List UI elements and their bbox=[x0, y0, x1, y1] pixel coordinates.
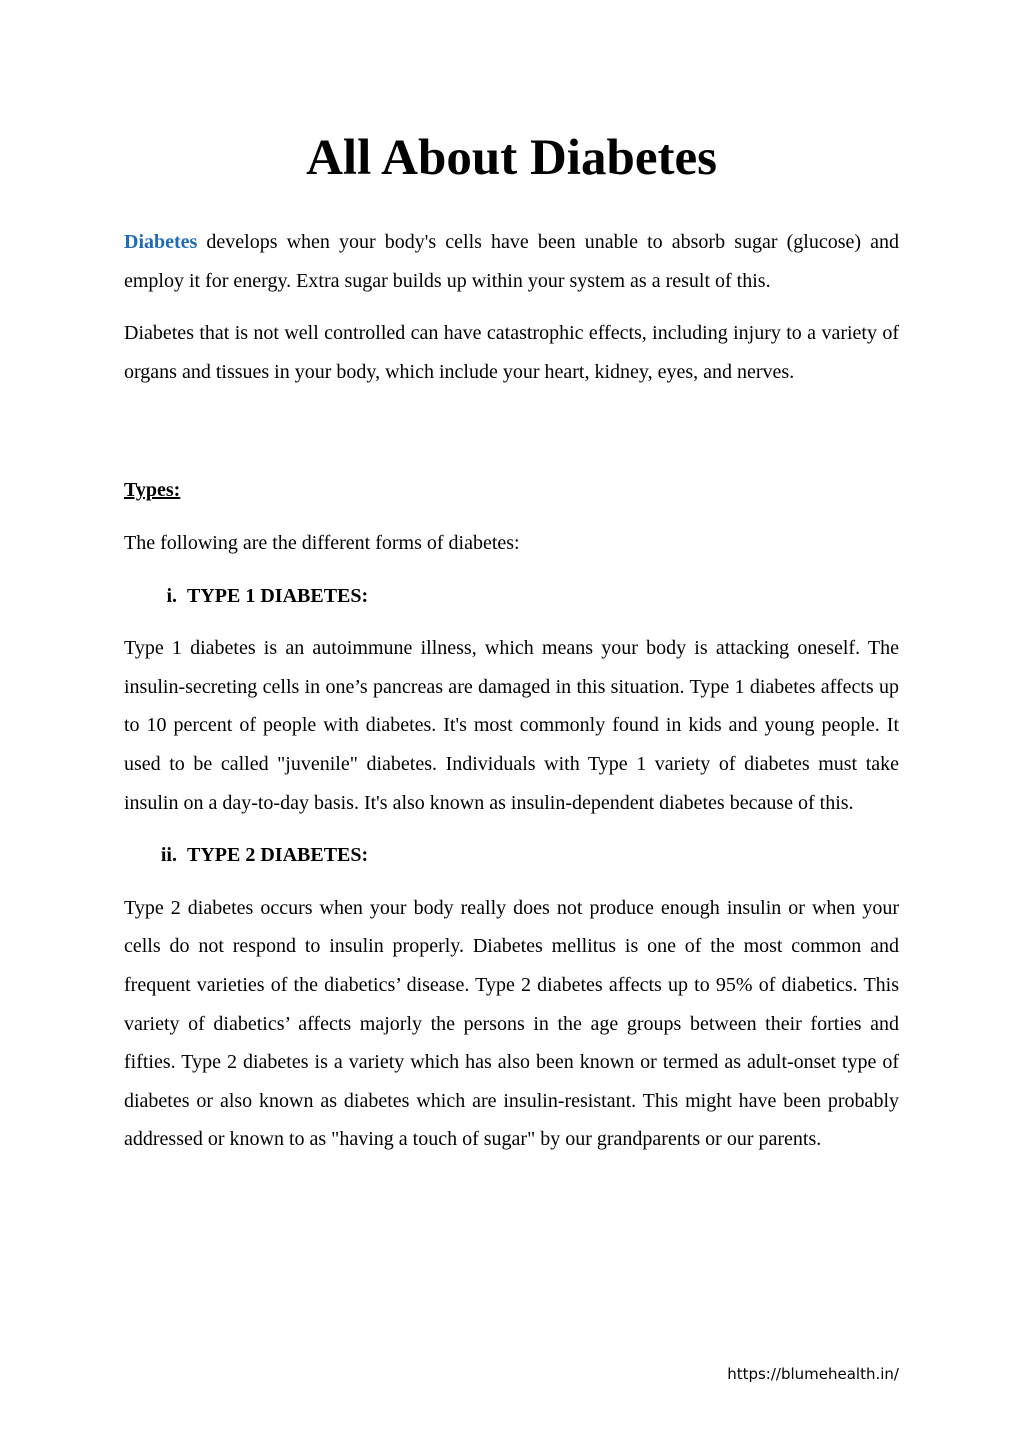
types-heading: Types: bbox=[124, 479, 181, 502]
diabetes-link[interactable]: Diabetes bbox=[124, 231, 198, 253]
type2-paragraph: Type 2 diabetes occurs when your body really does not produce enough insulin or when your cells do not respond to insulin properly. Diabetes mellitus is one of the most common and frequent varieties of the diabetics’ disease. Type 2 diabetes affects up to 95% of diabetics. This variety of diabetics’ affects majorly the persons in the age groups between their forties and fifties. Type 2 diabetes is a variety which has also been known or termed as adult-onset type of diabetes or also known as diabetes which are insulin-resistant. This might have been probably addressed or known to as "having a touch of sugar" by our grandparents or our parents. bbox=[124, 896, 899, 1151]
type1-paragraph: Type 1 diabetes is an autoimmune illness, which means your body is attacking oneself. The insulin-secreting cells in one’s pancreas are damaged in this situation. Type 1 diabetes affects up to 10 percent of people with diabetes. It's most commonly found in kids and young people. It used to be called "juvenile" diabetes. Individuals with Type 1 variety of diabetes must take insulin on a day-to-day basis. It's also known as insulin-dependent diabetes because of this. bbox=[124, 637, 899, 814]
footer-url[interactable]: https://blumehealth.in/ bbox=[727, 1365, 899, 1383]
effects-paragraph: Diabetes that is not well controlled can have catastrophic effects, including injury to a variety of organs and tissues in your body, which include your heart, kidney, eyes, and nerves. bbox=[124, 322, 899, 383]
forms-intro-paragraph: The following are the different forms of diabetes: bbox=[124, 531, 520, 554]
type2-number: ii. bbox=[160, 844, 177, 867]
type2-heading bbox=[124, 836, 899, 875]
type1-heading bbox=[124, 577, 899, 616]
type2-heading-text: TYPE 2 DIABETES: bbox=[187, 844, 369, 867]
document-body bbox=[124, 223, 899, 1159]
type1-heading-text: TYPE 1 DIABETES: bbox=[187, 584, 369, 607]
intro-text: develops when your body's cells have been unable to absorb sugar (glucose) and employ it for energy. Extra sugar builds up within your system as a result of this. bbox=[124, 231, 899, 292]
page-title: All About Diabetes bbox=[306, 130, 717, 186]
intro-paragraph bbox=[124, 223, 899, 300]
type1-number: i. bbox=[166, 584, 177, 607]
